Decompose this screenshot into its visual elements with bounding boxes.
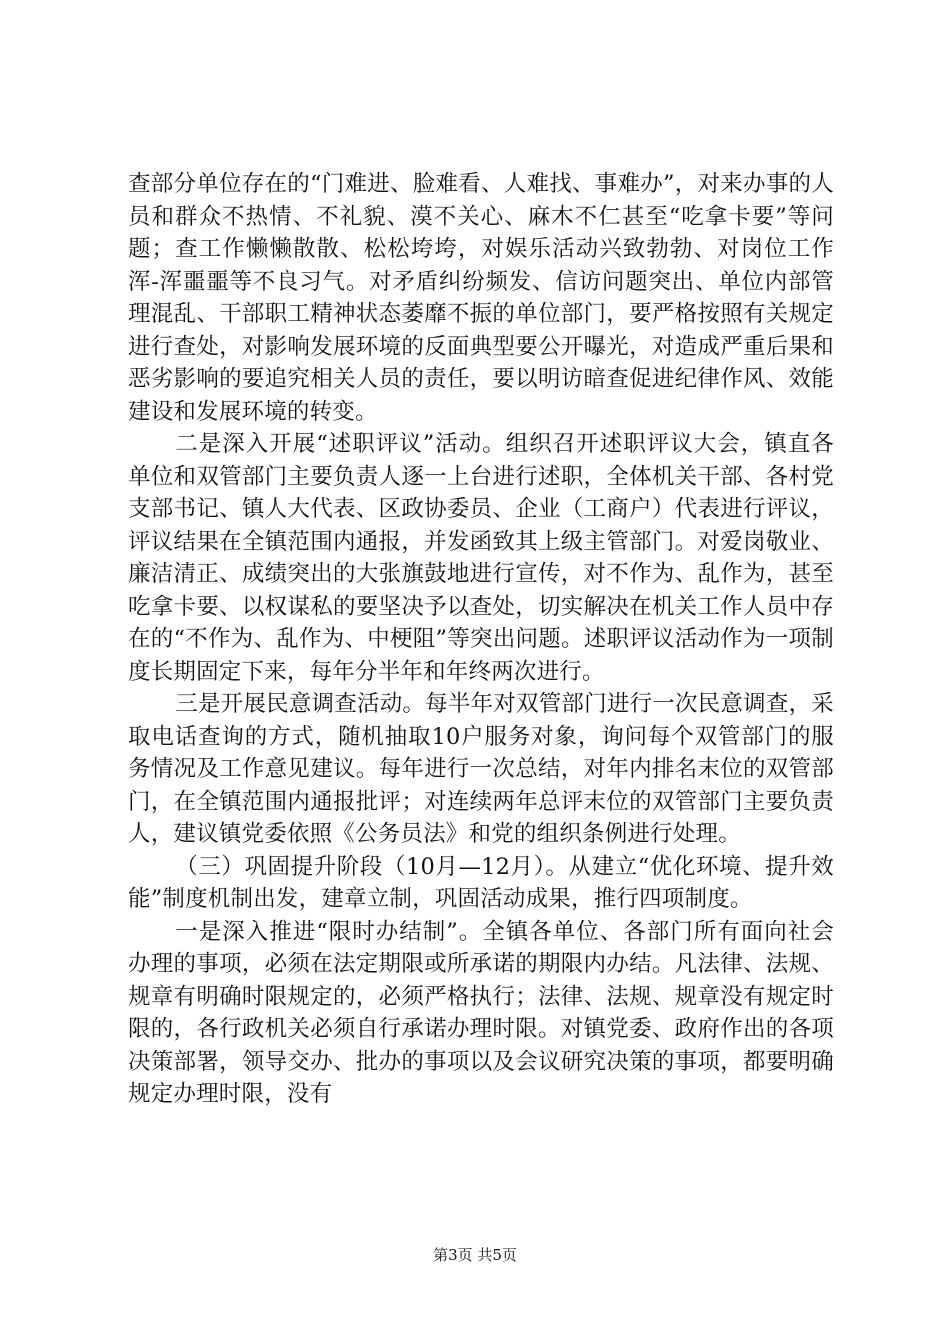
paragraph-continuation: 查部分单位存在的“门难进、脸难看、人难找、事难办”，对来办事的人员和群众不热情、不礼貌、漠不关心、麻木不仁甚至“吃拿卡要”等问题；查工作懒懒散散、松松垮垮，对娱乐活动兴致勃勃、对岗位工作浑-浑噩噩等不良习气。对矛盾纠纷频发、信访问题突出、单位内部管理混乱、干部职工精神状态萎靡不振的单位部门，要严格按照有关规定进行查处，对影响发展环境的反面典型要公开曝光，对造成严重后果和恶劣影响的要追究相关人员的责任，要以明访暗查促进纪律作风、效能建设和发展环境的转变。 xyxy=(128,171,834,425)
paragraph-job-review: 二是深入开展“述职评议”活动。组织召开述职评议大会，镇直各单位和双管部门主要负责人逐一上台进行述职，全体机关干部、各村党支部书记、镇人大代表、区政协委员、企业（工商户）代表进行评议，评议结果在全镇范围内通报，并发函致其上级主管部门。对爱岗敬业、廉洁清正、成绩突出的大张旗鼓地进行宣传，对不作为、乱作为，甚至吃拿卡要、以权谋私的要坚决予以查处，切实解决在机关工作人员中存在的“不作为、乱作为、中梗阻”等突出问题。述职评议活动作为一项制度长期固定下来，每年分半年和年终两次进行。 xyxy=(128,431,834,685)
paragraph-consolidation-stage: （三）巩固提升阶段（10月—12月）。从建立“优化环境、提升效能”制度机制出发，建章立制，巩固活动成果，推行四项制度。 xyxy=(128,853,834,912)
document-body xyxy=(128,168,834,1111)
paragraph-opinion-survey: 三是开展民意调查活动。每半年对双管部门进行一次民意调查，采取电话查询的方式，随机抽取10户服务对象，询问每个双管部门的服务情况及工作意见建议。每年进行一次总结，对年内排名末位的双管部门，在全镇范围内通报批评；对连续两年总评末位的双管部门主要负责人，建议镇党委依照《公务员法》和党的组织条例进行处理。 xyxy=(128,691,834,847)
page-footer: 第3页 共5页 xyxy=(433,1246,517,1264)
paragraph-time-limit-system: 一是深入推进“限时办结制”。全镇各单位、各部门所有面向社会办理的事项，必须在法定期限或所承诺的期限内办结。凡法律、法规、规章有明确时限规定的，必须严格执行；法律、法规、规章没有规定时限的，各行政机关必须自行承诺办理时限。对镇党委、政府作出的各项决策部署，领导交办、批办的事项以及会议研究决策的事项，都要明确规定办理时限，没有 xyxy=(128,918,834,1107)
